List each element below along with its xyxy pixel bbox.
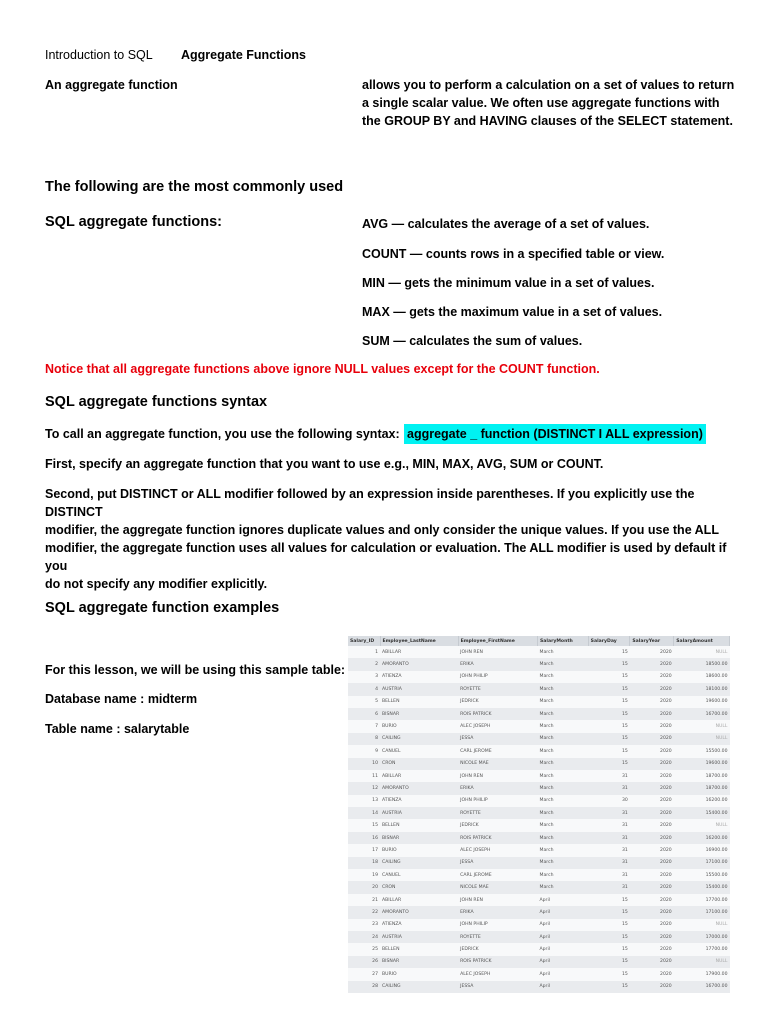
table-cell: 31 bbox=[588, 832, 630, 844]
table-cell: March bbox=[538, 683, 589, 695]
table-cell: March bbox=[538, 819, 589, 831]
course-label: Introduction to SQL bbox=[45, 48, 153, 62]
table-cell: 14 bbox=[348, 807, 380, 819]
table-cell: March bbox=[538, 857, 589, 869]
table-cell: March bbox=[538, 782, 589, 794]
table-cell: CANUEL bbox=[380, 745, 458, 757]
table-cell: ROIS PATRICK bbox=[458, 832, 537, 844]
table-row[interactable] bbox=[348, 758, 730, 770]
column-header[interactable]: Employee_FirstName bbox=[458, 636, 537, 646]
table-cell: 9 bbox=[348, 745, 380, 757]
table-cell: ROIS PATRICK bbox=[458, 708, 537, 720]
table-cell: CRON bbox=[380, 881, 458, 893]
table-cell: 2020 bbox=[630, 708, 674, 720]
table-cell: 18100.00 bbox=[674, 683, 730, 695]
function-item-max: MAX — gets the maximum value in a set of values. bbox=[362, 305, 663, 319]
table-cell: 13 bbox=[348, 795, 380, 807]
table-cell: 2020 bbox=[630, 968, 674, 980]
table-cell: ALEC JOSEPH bbox=[458, 720, 537, 732]
table-cell: JOHN PHILIP bbox=[458, 919, 537, 931]
table-cell: 19600.00 bbox=[674, 758, 730, 770]
table-cell: 18500.00 bbox=[674, 658, 730, 670]
table-cell: 17100.00 bbox=[674, 857, 730, 869]
table-cell: CANUEL bbox=[380, 869, 458, 881]
table-cell: 15500.00 bbox=[674, 745, 730, 757]
table-cell: 31 bbox=[588, 819, 630, 831]
table-cell: 31 bbox=[588, 881, 630, 893]
table-cell: April bbox=[538, 981, 589, 993]
table-cell: 2020 bbox=[630, 981, 674, 993]
table-cell: April bbox=[538, 931, 589, 943]
table-row[interactable] bbox=[348, 919, 730, 931]
table-cell: 15 bbox=[588, 943, 630, 955]
syntax-intro: To call an aggregate function, you use the following syntax: bbox=[45, 427, 400, 441]
syntax-first: First, specify an aggregate function that you want to use e.g., MIN, MAX, AVG, SUM or COUNT. bbox=[45, 457, 604, 471]
table-name: Table name : salarytable bbox=[45, 722, 190, 736]
table-row[interactable] bbox=[348, 943, 730, 955]
table-cell: 15 bbox=[588, 683, 630, 695]
table-cell: CAILING bbox=[380, 733, 458, 745]
table-cell: March bbox=[538, 671, 589, 683]
table-row[interactable] bbox=[348, 832, 730, 844]
column-header[interactable]: SalaryYear bbox=[630, 636, 674, 646]
table-cell: 3 bbox=[348, 671, 380, 683]
table-cell: 2020 bbox=[630, 807, 674, 819]
definition-line: the GROUP BY and HAVING clauses of the SELECT statement. bbox=[362, 114, 733, 128]
table-cell: 15400.00 bbox=[674, 807, 730, 819]
table-cell: 15 bbox=[588, 931, 630, 943]
table-cell: April bbox=[538, 894, 589, 906]
table-cell: 15 bbox=[588, 646, 630, 658]
table-cell: 2020 bbox=[630, 832, 674, 844]
table-cell: 15 bbox=[588, 720, 630, 732]
function-item-avg: AVG — calculates the average of a set of values. bbox=[362, 217, 650, 231]
table-row[interactable] bbox=[348, 720, 730, 732]
table-cell: AMORANTO bbox=[380, 782, 458, 794]
table-cell: 15 bbox=[588, 968, 630, 980]
table-cell: 2020 bbox=[630, 819, 674, 831]
table-cell: March bbox=[538, 745, 589, 757]
table-row[interactable] bbox=[348, 795, 730, 807]
table-row[interactable] bbox=[348, 894, 730, 906]
definition-term: An aggregate function bbox=[45, 78, 178, 92]
table-cell: JESSA bbox=[458, 981, 537, 993]
table-cell: NULL bbox=[674, 919, 730, 931]
table-cell: BISNAR bbox=[380, 956, 458, 968]
table-cell: 17900.00 bbox=[674, 968, 730, 980]
function-item-min: MIN — gets the minimum value in a set of values. bbox=[362, 276, 655, 290]
table-cell: 17100.00 bbox=[674, 906, 730, 918]
table-cell: March bbox=[538, 658, 589, 670]
table-cell: 15 bbox=[588, 745, 630, 757]
table-cell: BISNAR bbox=[380, 708, 458, 720]
table-cell: ERIKA bbox=[458, 906, 537, 918]
table-row[interactable] bbox=[348, 658, 730, 670]
table-cell: 18600.00 bbox=[674, 671, 730, 683]
table-cell: 15 bbox=[588, 708, 630, 720]
table-cell: NICOLE MAE bbox=[458, 881, 537, 893]
table-cell: JOHN REN bbox=[458, 894, 537, 906]
table-cell: March bbox=[538, 770, 589, 782]
table-cell: NULL bbox=[674, 733, 730, 745]
table-cell: March bbox=[538, 881, 589, 893]
table-cell: 15 bbox=[588, 758, 630, 770]
table-cell: BISNAR bbox=[380, 832, 458, 844]
table-cell: 15 bbox=[588, 733, 630, 745]
table-cell: 16700.00 bbox=[674, 981, 730, 993]
table-cell: 2020 bbox=[630, 919, 674, 931]
table-cell: March bbox=[538, 696, 589, 708]
table-cell: JOHN PHILIP bbox=[458, 671, 537, 683]
table-cell: 8 bbox=[348, 733, 380, 745]
table-row[interactable] bbox=[348, 906, 730, 918]
table-cell: 22 bbox=[348, 906, 380, 918]
table-cell: 15 bbox=[588, 658, 630, 670]
table-cell: ATIENZA bbox=[380, 919, 458, 931]
table-row[interactable] bbox=[348, 881, 730, 893]
table-row[interactable] bbox=[348, 819, 730, 831]
table-header-row bbox=[348, 636, 730, 646]
table-cell: ROIS PATRICK bbox=[458, 956, 537, 968]
table-cell: March bbox=[538, 758, 589, 770]
table-cell: 15 bbox=[588, 671, 630, 683]
topic-label: Aggregate Functions bbox=[181, 48, 307, 62]
table-cell: BURIO bbox=[380, 968, 458, 980]
table-cell: 7 bbox=[348, 720, 380, 732]
table-cell: 19600.00 bbox=[674, 696, 730, 708]
table-cell: 19 bbox=[348, 869, 380, 881]
table-cell: BELLEN bbox=[380, 819, 458, 831]
table-cell: 31 bbox=[588, 782, 630, 794]
table-cell: ATIENZA bbox=[380, 795, 458, 807]
table-row[interactable] bbox=[348, 646, 730, 658]
table-row[interactable] bbox=[348, 683, 730, 695]
table-cell: 16 bbox=[348, 832, 380, 844]
table-cell: 21 bbox=[348, 894, 380, 906]
table-cell: CARL JEROME bbox=[458, 745, 537, 757]
table-cell: 2020 bbox=[630, 906, 674, 918]
table-cell: JESSA bbox=[458, 733, 537, 745]
table-cell: 2020 bbox=[630, 931, 674, 943]
table-cell: AUSTRIA bbox=[380, 807, 458, 819]
table-cell: 26 bbox=[348, 956, 380, 968]
table-cell: March bbox=[538, 733, 589, 745]
table-cell: JOHN REN bbox=[458, 646, 537, 658]
table-cell: 31 bbox=[588, 770, 630, 782]
table-cell: CRON bbox=[380, 758, 458, 770]
table-cell: 2020 bbox=[630, 894, 674, 906]
table-cell: 15 bbox=[588, 981, 630, 993]
syntax-heading: SQL aggregate functions syntax bbox=[45, 394, 268, 410]
table-cell: 17700.00 bbox=[674, 894, 730, 906]
table-cell: NULL bbox=[674, 819, 730, 831]
table-cell: April bbox=[538, 943, 589, 955]
table-cell: 1 bbox=[348, 646, 380, 658]
table-cell: ROYETTE bbox=[458, 931, 537, 943]
table-row[interactable] bbox=[348, 956, 730, 968]
table-cell: March bbox=[538, 869, 589, 881]
table-cell: 6 bbox=[348, 708, 380, 720]
table-cell: 15 bbox=[588, 956, 630, 968]
table-row[interactable] bbox=[348, 770, 730, 782]
table-cell: 12 bbox=[348, 782, 380, 794]
table-cell: ROYETTE bbox=[458, 683, 537, 695]
table-cell: 17700.00 bbox=[674, 943, 730, 955]
table-cell: 2020 bbox=[630, 770, 674, 782]
definition-line: a single scalar value. We often use aggregate functions with bbox=[362, 96, 720, 110]
table-cell: 2020 bbox=[630, 671, 674, 683]
table-cell: CAILING bbox=[380, 981, 458, 993]
table-cell: ALEC JOSEPH bbox=[458, 844, 537, 856]
table-cell: BURIO bbox=[380, 720, 458, 732]
table-cell: 15 bbox=[588, 696, 630, 708]
table-cell: 17 bbox=[348, 844, 380, 856]
table-cell: BURIO bbox=[380, 844, 458, 856]
table-cell: ROYETTE bbox=[458, 807, 537, 819]
table-cell: 18 bbox=[348, 857, 380, 869]
table-cell: 2020 bbox=[630, 857, 674, 869]
table-cell: 16700.00 bbox=[674, 708, 730, 720]
table-cell: 23 bbox=[348, 919, 380, 931]
table-cell: 16900.00 bbox=[674, 844, 730, 856]
column-header[interactable]: SalaryMonth bbox=[538, 636, 589, 646]
syntax-second bbox=[45, 485, 745, 593]
common-heading-1: The following are the most commonly used bbox=[45, 179, 344, 195]
table-cell: 10 bbox=[348, 758, 380, 770]
table-cell: 2020 bbox=[630, 720, 674, 732]
table-cell: NULL bbox=[674, 956, 730, 968]
table-cell: BELLEN bbox=[380, 696, 458, 708]
table-cell: JESSA bbox=[458, 857, 537, 869]
table-cell: 2020 bbox=[630, 696, 674, 708]
table-cell: JOHN PHILIP bbox=[458, 795, 537, 807]
table-cell: April bbox=[538, 968, 589, 980]
table-cell: AUSTRIA bbox=[380, 683, 458, 695]
table-cell: ERIKA bbox=[458, 658, 537, 670]
column-header[interactable]: Salary_ID bbox=[348, 636, 380, 646]
table-cell: 20 bbox=[348, 881, 380, 893]
table-cell: 16200.00 bbox=[674, 832, 730, 844]
table-cell: 31 bbox=[588, 857, 630, 869]
table-cell: ALEC JOSEPH bbox=[458, 968, 537, 980]
table-cell: 4 bbox=[348, 683, 380, 695]
syntax-second-line: modifier, the aggregate function ignores duplicate values and only consider the unique values. If you use the ALL bbox=[45, 523, 719, 537]
table-cell: ABILLAR bbox=[380, 646, 458, 658]
table-cell: 2020 bbox=[630, 782, 674, 794]
column-header[interactable]: Employee_LastName bbox=[380, 636, 458, 646]
syntax-second-line: modifier, the aggregate function uses all values for calculation or evaluation. The ALL modifier is used by default if you bbox=[45, 541, 727, 573]
table-cell: 5 bbox=[348, 696, 380, 708]
table-cell: 17000.00 bbox=[674, 931, 730, 943]
database-name: Database name : midterm bbox=[45, 692, 198, 706]
table-cell: 30 bbox=[588, 795, 630, 807]
table-cell: 24 bbox=[348, 931, 380, 943]
column-header[interactable]: SalaryAmount bbox=[674, 636, 730, 646]
table-cell: AUSTRIA bbox=[380, 931, 458, 943]
table-cell: March bbox=[538, 708, 589, 720]
table-row[interactable] bbox=[348, 708, 730, 720]
syntax-second-line: do not specify any modifier explicitly. bbox=[45, 577, 268, 591]
table-cell: 15400.00 bbox=[674, 881, 730, 893]
table-cell: JOHN REN bbox=[458, 770, 537, 782]
function-item-sum: SUM — calculates the sum of values. bbox=[362, 334, 583, 348]
table-row[interactable] bbox=[348, 733, 730, 745]
table-cell: 2020 bbox=[630, 745, 674, 757]
table-cell: 2020 bbox=[630, 869, 674, 881]
table-cell: 2020 bbox=[630, 733, 674, 745]
table-cell: 2020 bbox=[630, 956, 674, 968]
examples-intro: For this lesson, we will be using this sample table: bbox=[45, 663, 346, 677]
table-row[interactable] bbox=[348, 857, 730, 869]
table-cell: 15 bbox=[588, 919, 630, 931]
table-cell: 2 bbox=[348, 658, 380, 670]
function-item-count: COUNT — counts rows in a specified table or view. bbox=[362, 247, 665, 261]
table-cell: NULL bbox=[674, 720, 730, 732]
table-cell: ERIKA bbox=[458, 782, 537, 794]
table-row[interactable] bbox=[348, 671, 730, 683]
table-cell: BELLEN bbox=[380, 943, 458, 955]
definition-text bbox=[362, 76, 742, 130]
table-row[interactable] bbox=[348, 981, 730, 993]
table-cell: 25 bbox=[348, 943, 380, 955]
table-cell: NULL bbox=[674, 646, 730, 658]
table-cell: March bbox=[538, 646, 589, 658]
table-row[interactable] bbox=[348, 968, 730, 980]
examples-heading: SQL aggregate function examples bbox=[45, 600, 280, 616]
table-cell: 31 bbox=[588, 807, 630, 819]
table-cell: March bbox=[538, 720, 589, 732]
table-cell: March bbox=[538, 844, 589, 856]
table-cell: April bbox=[538, 906, 589, 918]
table-cell: 15 bbox=[588, 906, 630, 918]
table-cell: ABILLAR bbox=[380, 770, 458, 782]
syntax-code: aggregate _ function (DISTINCT I ALL expression) bbox=[404, 424, 706, 444]
table-cell: 15 bbox=[588, 894, 630, 906]
table-cell: ATIENZA bbox=[380, 671, 458, 683]
table-cell: 28 bbox=[348, 981, 380, 993]
table-cell: 18700.00 bbox=[674, 770, 730, 782]
table-cell: JEDRICK bbox=[458, 943, 537, 955]
table-row[interactable] bbox=[348, 807, 730, 819]
table-row[interactable] bbox=[348, 782, 730, 794]
table-cell: CARL JEROME bbox=[458, 869, 537, 881]
table-cell: 15 bbox=[348, 819, 380, 831]
table-cell: March bbox=[538, 832, 589, 844]
syntax-second-line: Second, put DISTINCT or ALL modifier followed by an expression inside parentheses. If you explicitly use the DISTINCT bbox=[45, 487, 695, 519]
table-cell: 11 bbox=[348, 770, 380, 782]
table-cell: 2020 bbox=[630, 758, 674, 770]
table-cell: 16200.00 bbox=[674, 795, 730, 807]
table-cell: 31 bbox=[588, 869, 630, 881]
table-cell: April bbox=[538, 919, 589, 931]
table-cell: 15500.00 bbox=[674, 869, 730, 881]
table-row[interactable] bbox=[348, 931, 730, 943]
table-cell: AMORANTO bbox=[380, 658, 458, 670]
null-notice: Notice that all aggregate functions above ignore NULL values except for the COUNT function. bbox=[45, 362, 600, 376]
table-row[interactable] bbox=[348, 869, 730, 881]
table-cell: 2020 bbox=[630, 943, 674, 955]
table-cell: 18700.00 bbox=[674, 782, 730, 794]
table-cell: ABILLAR bbox=[380, 894, 458, 906]
table-cell: AMORANTO bbox=[380, 906, 458, 918]
table-cell: 2020 bbox=[630, 646, 674, 658]
table-cell: 2020 bbox=[630, 683, 674, 695]
table-cell: 2020 bbox=[630, 795, 674, 807]
table-cell: 31 bbox=[588, 844, 630, 856]
table-row[interactable] bbox=[348, 696, 730, 708]
definition-line: allows you to perform a calculation on a set of values to return bbox=[362, 78, 735, 92]
table-cell: March bbox=[538, 795, 589, 807]
table-cell: CAILING bbox=[380, 857, 458, 869]
table-cell: March bbox=[538, 807, 589, 819]
common-heading-2: SQL aggregate functions: bbox=[45, 214, 222, 230]
table-cell: JEDRICK bbox=[458, 819, 537, 831]
table-row[interactable] bbox=[348, 745, 730, 757]
table-cell: April bbox=[538, 956, 589, 968]
column-header[interactable]: SalaryDay bbox=[588, 636, 630, 646]
table-cell: JEDRICK bbox=[458, 696, 537, 708]
sample-salary-table bbox=[348, 636, 730, 993]
table-row[interactable] bbox=[348, 844, 730, 856]
table-cell: 2020 bbox=[630, 658, 674, 670]
table-cell: NICOLE MAE bbox=[458, 758, 537, 770]
table-cell: 27 bbox=[348, 968, 380, 980]
table-cell: 2020 bbox=[630, 881, 674, 893]
table-cell: 2020 bbox=[630, 844, 674, 856]
